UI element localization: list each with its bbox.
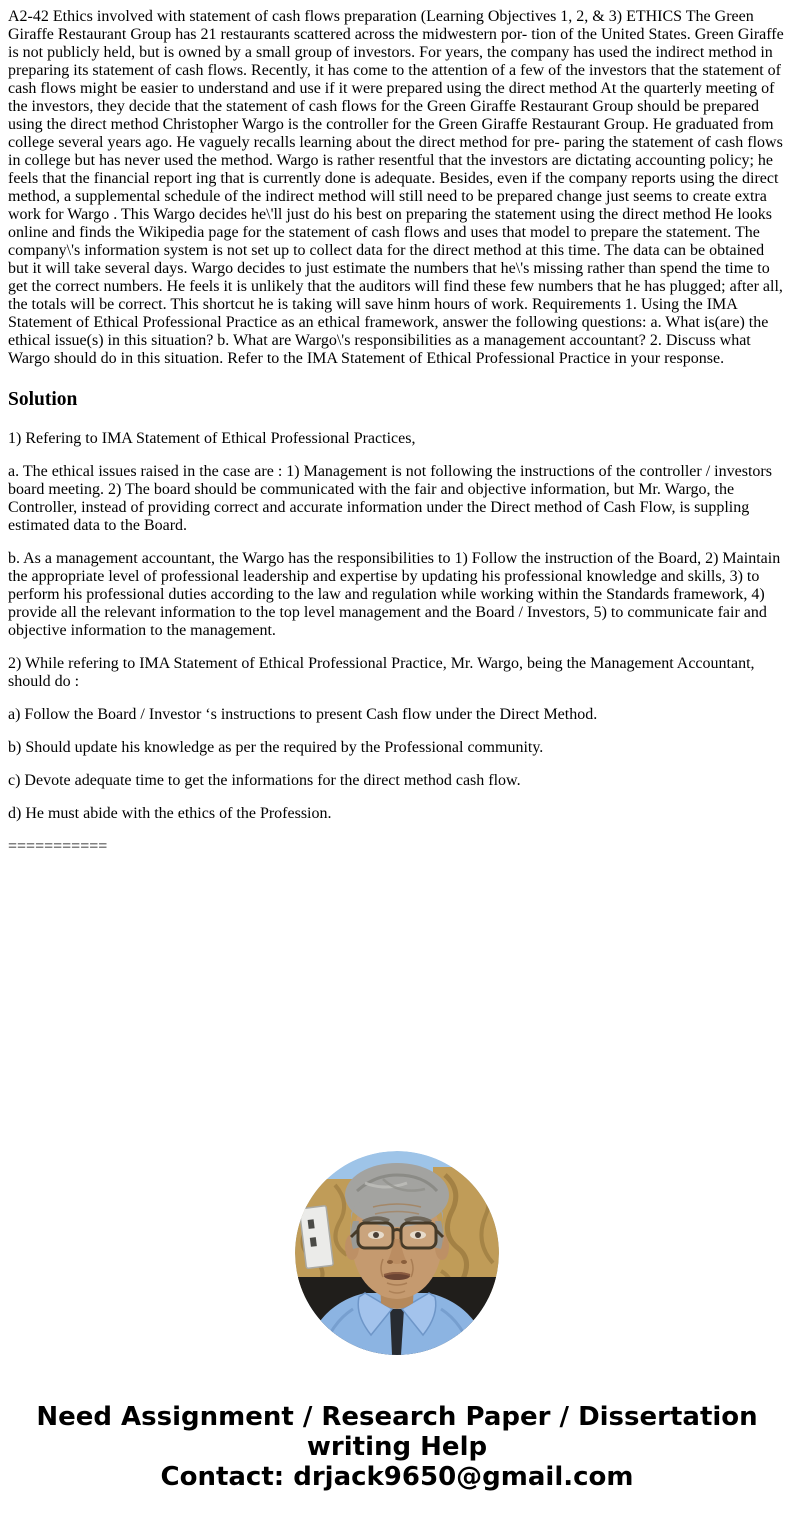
person-photo-icon [295, 1151, 499, 1355]
footer-contact-text: Contact: drjack9650@gmail.com [160, 1462, 634, 1492]
solution-paragraph: a) Follow the Board / Investor ‘s instructions to present Cash flow under the Direct Method. [8, 706, 598, 724]
avatar [295, 1151, 499, 1355]
footer-help-text-line2: writing Help [306, 1432, 488, 1462]
solution-paragraph: c) Devote adequate time to get the informations for the direct method cash flow. [8, 772, 521, 790]
solution-paragraph: a. The ethical issues raised in the case are : 1) Management is not following the instructions of the controller / investors board meeting. 2) The board should be communicated with the fair and objective information, but Mr. Wargo, the Controller, instead of providing correct and accurate information under the Direct method of Cash Flow, is suppling estimated data to the Board. [8, 463, 772, 535]
problem-text: A2-42 Ethics involved with statement of cash flows preparation (Learning Objectives 1, 2, & 3) ETHICS The Green Giraffe Restaurant Group has 21 restaurants scattered across the midwestern por- tion of the United States. Green Giraffe is not publicly held, but is owned by a small group of investors. For years, the company has used the indirect method in preparing its statement of cash flows. Recently, it has come to the attention of a few of the investors that the statement of cash flows might be easier to understand and use if it were prepared using the direct method At the quarterly meeting of the investors, they decide that the statement of cash flows for the Green Giraffe Restaurant Group should be prepared using the direct method Christopher Wargo is the controller for the Green Giraffe Restaurant Group. He graduated from college several years ago. He vaguely recalls learning about the direct method for pre- paring the statement of cash flows in college but has never used the method. Wargo is rather resentful that the investors are dictating accounting policy; he feels that the financial report ing that is currently done is adequate. Besides, even if the company reports using the direct method, a supplemental schedule of the indirect method will still need to be prepared change just seems to create extra work for Wargo . This Wargo decides he\'ll just do his best on preparing the statement using the direct method He looks online and finds the Wikipedia page for the statement of cash flows and uses that model to prepare the statement. The company\'s information system is not set up to collect data for the direct method at this time. The data can be obtained but it will take several days. Wargo decides to just estimate the numbers that he\'s missing rather than spend the time to get the correct numbers. He feels it is unlikely that the auditors will find these few numbers that he has plugged; after all, the totals will be correct. This shortcut he is taking will save hinm hours of work. Requirements 1. Using the IMA Statement of Ethical Professional Practice as an ethical framework, answer the following questions: a. What is(are) the ethical issue(s) in this situation? b. What are Wargo\'s responsibilities as a management accountant? 2. Discuss what Wargo should do in this situation. Refer to the IMA Statement of Ethical Professional Practice in your response. [8, 8, 784, 367]
solution-paragraph: 2) While refering to IMA Statement of Ethical Professional Practice, Mr. Wargo, being the Management Accountant, should do : [8, 655, 755, 691]
footer-banner [0, 1402, 794, 1492]
solution-heading: Solution [8, 389, 78, 410]
solution-paragraph: b. As a management accountant, the Wargo has the responsibilities to 1) Follow the instruction of the Board, 2) Maintain the appropriate level of professional leadership and expertise by updating his professional knowledge and skills, 3) to perform his professional duties according to the law and regulation while working within the Standards framework, 4) provide all the relevant information to the top level management and the Board / Investors, 5) to communicate fair and objective information to the management. [8, 550, 781, 640]
footer-help-text-line1: Need Assignment / Research Paper / Dissertation [36, 1402, 758, 1432]
separator-line: =========== [8, 838, 108, 856]
solution-paragraph: b) Should update his knowledge as per the required by the Professional community. [8, 739, 544, 757]
solution-paragraph: 1) Refering to IMA Statement of Ethical Professional Practices, [8, 430, 416, 448]
solution-paragraph: d) He must abide with the ethics of the Profession. [8, 805, 332, 823]
